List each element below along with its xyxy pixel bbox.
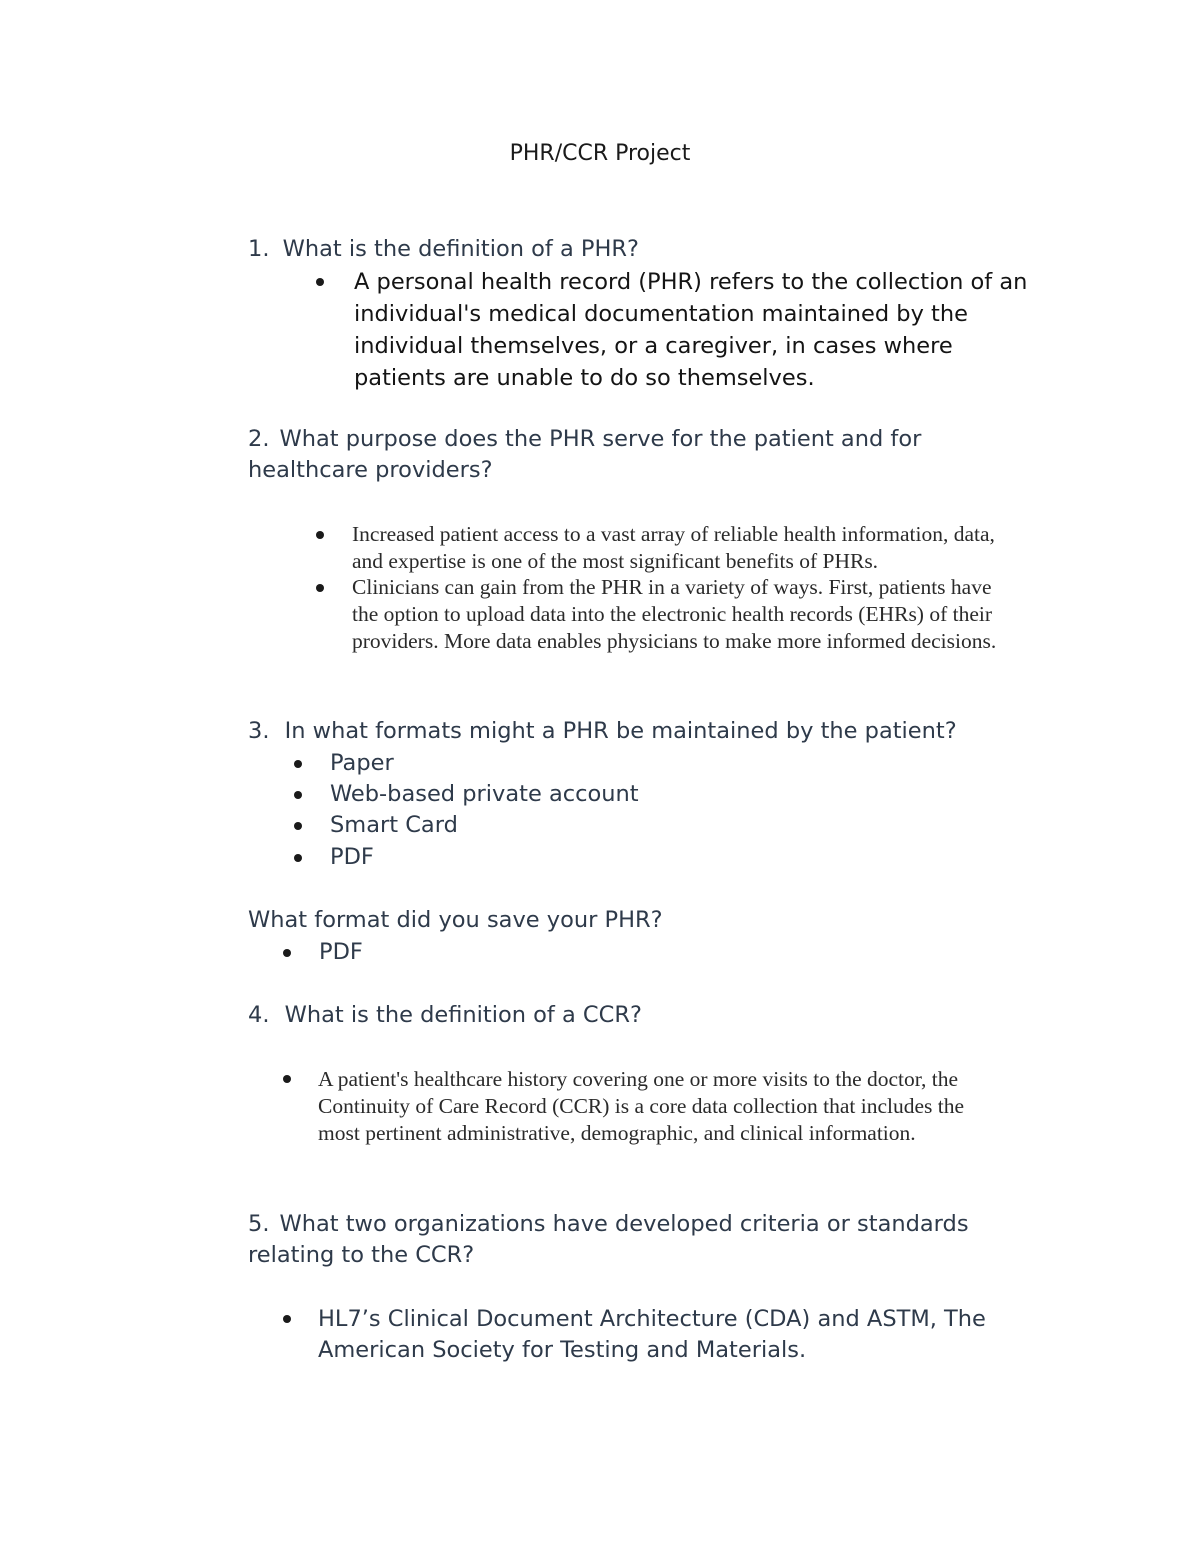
bullet-icon [316, 584, 324, 592]
question-number: 5. [248, 1211, 270, 1237]
answer-line: HL7’s Clinical Document Architecture (CDA) and ASTM, The [318, 1306, 986, 1332]
question-1 [248, 236, 639, 262]
question-text: What is the definition of a CCR? [284, 1002, 642, 1028]
answer-line: individual's medical documentation maintained by the [354, 301, 968, 327]
answer-line: most pertinent administrative, demographic, and clinical information. [318, 1121, 916, 1145]
bullet-icon [283, 1315, 291, 1323]
question-4 [248, 1002, 642, 1028]
question-text: relating to the CCR? [248, 1242, 475, 1268]
format-item: Smart Card [330, 812, 458, 838]
question-2 [248, 424, 921, 486]
format-item: PDF [319, 939, 363, 965]
bullet-icon [294, 791, 302, 799]
page-title: PHR/CCR Project [509, 141, 691, 166]
question-5 [248, 1209, 969, 1271]
bullet-icon [294, 822, 302, 830]
bullet-icon [283, 1075, 291, 1083]
answer-line: Increased patient access to a vast array of reliable health information, data, [352, 522, 995, 546]
answer-line: Continuity of Care Record (CCR) is a core data collection that includes the [318, 1094, 965, 1118]
answer-line: and expertise is one of the most significant benefits of PHRs. [352, 549, 879, 573]
bullet-icon [316, 278, 324, 286]
answer-2b [352, 574, 996, 655]
answer-line: the option to upload data into the electronic health records (EHRs) of their [352, 602, 993, 626]
question-number: 3. [248, 718, 270, 744]
answer-4 [318, 1066, 964, 1147]
question-3b: What format did you save your PHR? [248, 907, 663, 933]
answer-1 [354, 266, 1027, 394]
format-item: Paper [330, 750, 394, 776]
answer-line: providers. More data enables physicians to make more informed decisions. [352, 629, 997, 653]
question-text: In what formats might a PHR be maintained by the patient? [284, 718, 957, 744]
answer-line: A patient's healthcare history covering one or more visits to the doctor, the [318, 1067, 959, 1091]
bullet-icon [316, 531, 324, 539]
bullet-icon [294, 854, 302, 862]
answer-line: patients are unable to do so themselves. [354, 365, 815, 391]
answer-line: A personal health record (PHR) refers to the collection of an [354, 269, 1028, 295]
question-number: 4. [248, 1002, 270, 1028]
question-number: 1. [248, 236, 270, 262]
question-number: 2. [248, 426, 270, 452]
format-item: PDF [330, 844, 374, 870]
bullet-icon [283, 949, 291, 957]
answer-line: American Society for Testing and Materials. [318, 1337, 807, 1363]
question-3 [248, 718, 957, 744]
answer-line: individual themselves, or a caregiver, in cases where [354, 333, 953, 359]
question-text: What two organizations have developed criteria or standards [279, 1211, 969, 1237]
answer-2a [352, 521, 995, 575]
bullet-icon [294, 760, 302, 768]
question-text: What is the definition of a PHR? [282, 236, 639, 262]
question-text: healthcare providers? [248, 457, 493, 483]
answer-line: Clinicians can gain from the PHR in a variety of ways. First, patients have [352, 575, 992, 599]
format-item: Web-based private account [330, 781, 639, 807]
question-text: What purpose does the PHR serve for the patient and for [279, 426, 922, 452]
answer-5 [318, 1304, 986, 1366]
